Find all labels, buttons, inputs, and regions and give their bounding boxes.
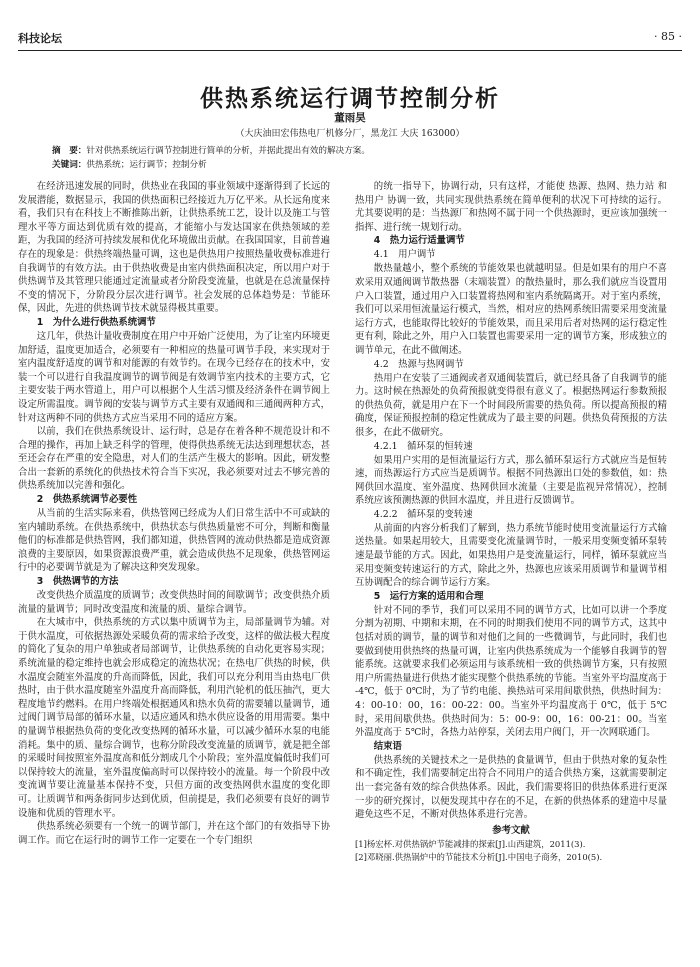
- section-heading: 2 供热系统调节必要性: [36, 494, 138, 506]
- left-column: [18, 180, 330, 847]
- paragraph: 在大城市中，供热系统的方式以集中质调节为主，局部量调节为辅。对于供水温度，可依据热源处采暖负荷的需求给予改变，这样的做法极大程度的简化了复杂的用户单独或者局部调节，让供热系统的自动化更容易实现；系统流量的稳定维持也就会形成稳定的流热状况；在热电厂供热的时候，供水温度会随室外温度的升高而降低，因此，我们可以充分利用当由热电厂供热时，由于供水温度随室外温度升高而降低，利用汽轮机的低压抽汽，更大程度地节约燃料。在用户终端处根据通风和热水负荷的需要辅以量调节，通过阀门调节局部的循环水量，以适应通风和热水供应设备的用用需要。集中的量调节根据热负荷的变化改变热网的循环水量，可以减少循环水泵的电能消耗。集中的质、量综合调节，也称分阶段改变流量的质调节，就是把全部的采暖时间按照室外温度高和低分割成几个小阶段；室外温度偏低时我们可以保持较大的流量，室外温度偏高时可以保持较小的流量。每一个阶段中改变流调节要让流量基本保持不变，只但方面的改变热网供水温度的变化即可。让质调节和两条街同步达到优质，但前提是，我们必须要有良好的调节设施和优质的管理水平。: [18, 617, 330, 819]
- running-header: [18, 30, 682, 50]
- paragraph: 热用户在安装了三通阀或者双通阀装置后，就已经具备了自我调节的能力。这时候在热源处的负荷预报就变得很有意义了。根据热网运行参数预报的供热负荷，就是用户在下一个时间段所需要的热负荷。所以提高预报的精确度，保证预报控制的稳定性就成为了最主要的问题。供热负荷预报的方法很多，在此不做研究。: [355, 372, 667, 438]
- paragraph: 如果用户实用的是恒流量运行方式，那么循环泵运行方式就应当是恒转速，而热源运行方式应当是质调节。根据不同热源出口处的参数值，如：热网供回水温度、室外温度、热网供回水流量（主要是监视异常情况），控制系统应该预测热源的供回水温度，并且进行反馈调节。: [355, 454, 667, 507]
- article-title: 供热系统运行调节控制分析: [200, 85, 500, 112]
- header-rule: [18, 50, 682, 51]
- keywords: [52, 158, 660, 172]
- page-number: · 85 ·: [654, 30, 682, 43]
- paragraph: 从前面的内容分析我们了解到，热力系统节能时使用变流量运行方式输送热量。如果起用较大，且需要变化流量调节时，一般采用变频变循环泵转速是最节能的方式。因此，如果热用户是变流量运行，同样，循环泵就应当采用变频变转速运行的方式，除此之外，热源也应该采用质调节和量调节相互协调配合的综合调节运行方案。: [355, 522, 667, 589]
- paragraph: 的统一指导下，协调行动，只有这样，才能使 热源、热网、热力站 和热用户 协调一致，共同实现供热系统在简单便利的状况下可持续的运行。尤其要说明的是：当热源厂和热网不属于同一个供热源时，更应该加强统一指挥、进行统一规划行动。: [355, 181, 667, 233]
- references-heading: 参考文献: [492, 824, 530, 836]
- paragraph: 散热量越小，整个系统的节能效果也就越明显。但是如果有的用户不喜欢采用双通阀调节散热器（末端装置）的散热量时，那么我们就应当设置用户入口装置，通过用户入口装置将热网和室内系统隔离开。对于室内系统，我们可以采用恒流量运行模式，当然，相对应的热网系统旧需要采用变流量运行方式，也能取得比较好的节能效果，而且采用后者对热网的运行稳定性更有利，除此之外，用户入口装置也需要采用一定的调节方案，形成独立的调节单元，在此不做阐述。: [355, 263, 667, 356]
- affiliation: （大庆油田宏伟热电厂机修分厂，黑龙江 大庆 163000）: [235, 129, 465, 139]
- keywords-label: 关键词：: [52, 160, 87, 170]
- abstract: [52, 144, 660, 158]
- paragraph: 以前，我们在供热系统设计、运行时，总是存在着各种不规范设计和不合理的操作，再加上缺乏科学的管理，使得供热系统无法达到理想状态，甚至还会存在严重的安全隐患，对人们的生活产生极大的影响。因此，研发整合出一套新的系统化的供热技术符合当下实况，我必须要对过去不够完善的供热系统加以完善和强化。: [18, 426, 330, 492]
- right-column: [355, 180, 667, 864]
- references-list: [355, 838, 667, 864]
- section-heading: 5 运行方案的适用和合理: [373, 590, 484, 602]
- paragraph: 从当前的生活实际来看，供热管网已经成为人们日常生活中不可或缺的室内辅助系统。在供热系统中，供热状态与供热质量密不可分，判断和衡量他们的标准都是供热管网，我们都知道，供热管网的流动供热都是造成资源浪费的主要原因，如果资源浪费严重，就会造成供热不足现象，供热管网运行中的必要调节就是为了解决这种突发现象。: [18, 508, 330, 574]
- keywords-text: 供热系统；运行调节；控制分析: [86, 160, 207, 170]
- section-heading: 3 供热调节的方法: [36, 576, 119, 588]
- paragraph: 供热系统必须要有一个统一的调节部门，并在这个部门的有效指导下协调工作。而它在运行时的调节工作一定要在一个专门组织: [18, 821, 330, 846]
- abstract-label: 摘 要：: [52, 146, 87, 156]
- subsection-heading: 4.1 用户调节: [373, 249, 436, 261]
- abstract-block: [52, 144, 660, 172]
- paragraph: 改变供热介质温度的质调节；改变供热时间的间歇调节；改变供热介质流量的量调节；同时改变温度和流量的质、量综合调节。: [18, 590, 330, 615]
- author: 董雨昊: [334, 112, 366, 124]
- subsection-heading: 4.2.2 循环泵的变转速: [373, 508, 473, 520]
- reference-item: [2]邓晓丽.供热锅炉中的节能技术分析[J].中国电子商务，2010(5).: [355, 851, 603, 862]
- paragraph: 这几年，供热计量收费制度在用户中开始广泛使用，为了让室内环境更加舒适，温度更加适合，必须要有一种相应的热量可调节手段，来实现对于室内温度舒适度的调节和对能源的有效节约。在现今已经存在的技术中，安装一个可以进行自我温度调节的调节阀是有效调节室内技术的主要方式，它主要安装于两水管道上，用户可以根据个人生活习惯及经济条件在调节阀上设定所需温度。调节阀的安装与调节方式主要有双通阀和三通阀两种方式，针对这两种不同的供热方式应当采用不同的适应方案。: [18, 330, 330, 424]
- paragraph: 针对不同的季节，我们可以采用不同的调节方式，比如可以讲一个季度分割为初期、中期和末期，在不同的时期我们使用不同的调节方式，这其中包括对质的调节，量的调节和对他们之间的一些微调节，与此同时，我们也要做到使用供热终的热量可调，让室内供热系统成为一个能够自我调节的智能系统。这就要求我们必须运用与该系统相一致的供热调节方案，只有按照用户所需热量进行供热才能实现整个供热系统的节能。当室外平均温度高于 -4℃，低于 0℃时，为了节约电能、换热站可采用间歇供热，供热时间为：4：00-10：00，16：00-22：00。当室外平均温度高于 0℃，低于 5℃时，采用间歇供热。供热时间为：5：00-9：00，16：00-21：00。当室外温度高于 5℃时，各热力站停泵，关闭去用户阀门，开一次网联通门。: [355, 604, 667, 739]
- subsection-heading: 4.2.1 循环泵的恒转速: [373, 440, 473, 452]
- journal-name: 科技论坛: [18, 32, 62, 45]
- paragraph: 在经济迅速发展的同时，供热业在我国的事业领域中逐渐得到了长远的发展潜能，数据显示，我国的供热面积已经接近九万亿平米。从长远角度来看，我们只有在科技上不断推陈出新，让供热系统工艺，设计以及施工与管理水平等方面达到优质有效的提高，才能缩小与发达国家在供热领域的差距，为我国的经济可持续发展和优化环境做出贡献。在我国国家，目前普遍存在的现象是：供热终端热量可调，这也是供热用户按照热量收费标准进行自我调节的有效方法。由于供热收费是由室内供热面积决定，所以用户对于供热调节及其管理只能通过定流量或者分阶段变流量，也就是在总流量保持不变的情况下，分阶段分层次进行调节。社会发展的总体趋势是：节能环保，因此，先进的供热调节技术就显得极其重要。: [18, 181, 330, 315]
- section-heading: 4 热力运行适量调节: [373, 235, 465, 247]
- subsection-heading: 4.2 热源与热网调节: [373, 358, 464, 370]
- section-heading: 1 为什么进行供热系统调节: [36, 316, 156, 328]
- section-heading: 结束语: [373, 740, 402, 752]
- reference-item: [1]杨宏杯.对供热锅炉节能减排的探索[J].山西建筑，2011(3).: [355, 838, 586, 849]
- abstract-text: 针对供热系统运行调节控制进行简单的分析，并据此提出有效的解决方案。: [86, 146, 370, 156]
- paragraph: 供热系统的关键技术之一是供热的食量调节，但由于供热对象的复杂性和不确定性，我们需要制定出符合不同用户的适合供热方案，这就需要制定出一套完备有效的综合供热体系。因此，我们需要将旧的供热体系进行更深一步的研究探讨，以便发现其中存在的不足，在新的供热体系的建造中尽量避免这些不足，不断对供热体系进行完善。: [355, 754, 667, 821]
